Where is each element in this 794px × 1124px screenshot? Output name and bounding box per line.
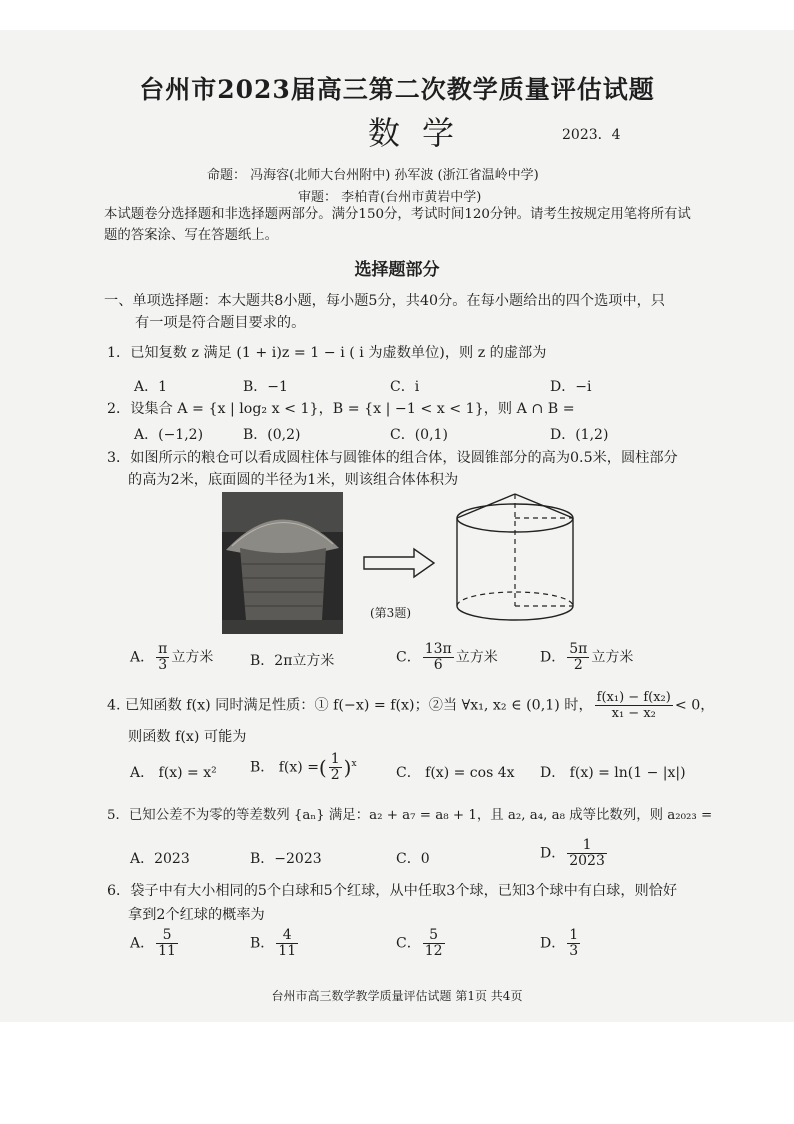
part1-line2: 有一项是符合题目要求的。	[135, 315, 306, 331]
q3-stem-line1: 3．如图所示的粮仓可以看成圆柱体与圆锥体的组合体，设圆锥部分的高为0.5米，圆柱部分	[107, 450, 678, 466]
authors-line: 命题： 冯海容(北师大台州附中) 孙军波 (浙江省温岭中学)	[207, 168, 539, 183]
q4-option-a: A． f(x) = x²	[130, 765, 217, 781]
granary-photo	[222, 492, 343, 634]
q1-option-a: A．1	[134, 379, 168, 395]
arrow-icon	[362, 546, 438, 580]
q3-stem-line2: 的高为2米，底面圆的半径为1米，则该组合体体积为	[128, 472, 459, 488]
q4-option-b: B． f(x) =( $\frac{1}{2}$ )$^x$	[250, 751, 357, 783]
q1-option-b: B．−1	[243, 379, 288, 395]
q2-stem: 2．设集合 A = {x | log₂ x < 1}，B = {x | −1 < x < 1}，则 A ∩ B =	[107, 401, 575, 417]
q1-option-c: C．i	[390, 379, 420, 395]
q3-option-c: C． $\frac{13\pi}{6}$ 立方米	[396, 641, 498, 673]
q2-option-a: A．(−1,2)	[134, 427, 204, 443]
reviewer-line: 审题： 李柏青(台州市黄岩中学)	[298, 190, 482, 205]
q6-option-d: D． $\frac{1}{3}$	[540, 927, 579, 959]
page-footer: 台州市高三数学教学质量评估试题 第1页 共4页	[271, 989, 523, 1003]
section-title: 选择题部分	[354, 260, 440, 280]
q6-option-c: C． $\frac{5}{12}$	[396, 927, 443, 959]
exam-title: 台州市2023届高三第二次教学质量评估试题	[139, 75, 655, 104]
q5-option-a: A．2023	[130, 851, 190, 867]
q6-option-b: B． $\frac{4}{11}$	[250, 927, 297, 959]
q4-stem-line1: 4. 已知函数 f(x) 同时满足性质：① f(−x) = f(x)；②当 ∀x₁, x₂ ∈ (0,1) 时， $\frac{\text{f(x₁) − f(x₂)}}{\text{x₁ − x₂}}$ < 0，	[107, 690, 715, 721]
q1-stem: 1．已知复数 z 满足 (1 + i)z = 1 − i ( i 为虚数单位)，则 z 的虚部为	[107, 345, 547, 361]
q6-stem-line1: 6．袋子中有大小相同的5个白球和5个红球，从中任取3个球，已知3个球中有白球，则恰好	[107, 883, 678, 899]
q4-option-d: D． f(x) = ln(1 − |x|)	[540, 765, 686, 781]
q4-option-c: C． f(x) = cos 4x	[396, 765, 515, 781]
part1-line1: 一、单项选择题：本大题共8小题，每小题5分，共40分。在每小题给出的四个选项中，只	[104, 293, 666, 309]
exam-date: 2023．4	[562, 127, 621, 143]
q3-option-d: D． $\frac{5\pi}{2}$ 立方米	[540, 641, 634, 673]
q1-option-d: D．−i	[550, 379, 592, 395]
instructions: 本试题卷分选择题和非选择题两部分。满分150分，考试时间120分钟。请考生按规定用笔将所有试题的答案涂、写在答题纸上。	[104, 207, 691, 243]
q2-option-c: C．(0,1)	[390, 427, 448, 443]
q6-stem-line2: 拿到2个红球的概率为	[128, 907, 265, 923]
q5-stem: 5．已知公差不为零的等差数列 {aₙ} 满足：a₂ + a₇ = a₈ + 1，且 a₂, a₄, a₈ 成等比数列，则 a₂₀₂₃ =	[107, 808, 713, 823]
q2-option-b: B．(0,2)	[243, 427, 301, 443]
q2-option-d: D．(1,2)	[550, 427, 609, 443]
q3-option-b: B．2π立方米	[250, 653, 335, 669]
q5-option-d: D． $\frac{1}{2023}$	[540, 837, 605, 869]
q5-option-b: B．−2023	[250, 851, 322, 867]
q4-stem-line2: 则函数 f(x) 可能为	[128, 729, 247, 745]
cylinder-cone-diagram	[440, 488, 590, 628]
subject-title: 数学	[368, 114, 477, 152]
q5-option-c: C．0	[396, 851, 430, 867]
figure-caption: (第3题)	[370, 606, 411, 620]
q6-option-a: A． $\frac{5}{11}$	[130, 927, 176, 959]
q3-option-a: A． $\frac{\pi}{3}$ 立方米	[130, 641, 214, 673]
